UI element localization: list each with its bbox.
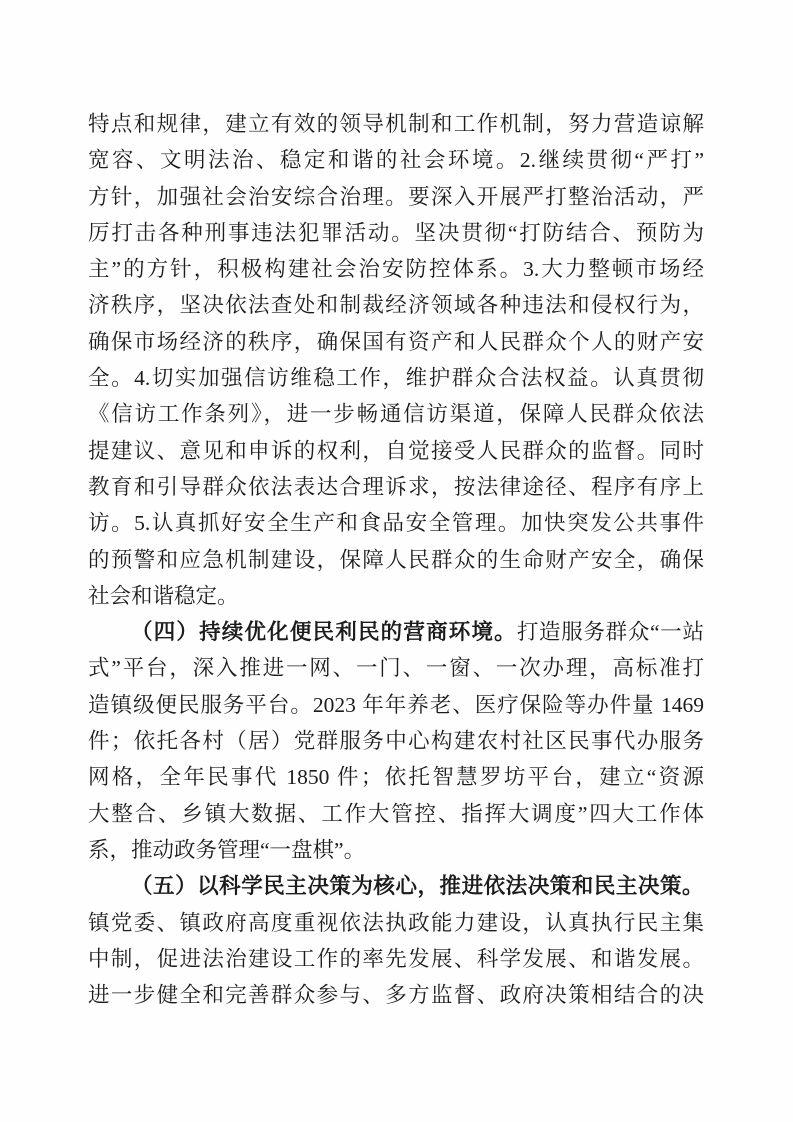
- text-line: [88, 868, 704, 904]
- text-line: [88, 179, 704, 215]
- text-line: [88, 396, 704, 432]
- body-text: 打造服务群众“一站: [516, 620, 704, 645]
- body-text: 访。5.认真抓好安全生产和食品安全管理。加快突发公共事件: [88, 511, 704, 536]
- text-line: [88, 614, 704, 650]
- body-text: 《信访工作条列》，进一步畅通信访渠道，保障人民群众依法: [88, 402, 704, 427]
- text-line: [88, 142, 704, 178]
- text-line: [88, 215, 704, 251]
- body-text: 社会和谐稳定。: [88, 583, 239, 608]
- text-line: [88, 977, 704, 1013]
- text-line: [88, 578, 704, 614]
- body-text: 特点和规律，建立有效的领导机制和工作机制，努力营造谅解: [88, 112, 704, 136]
- text-line: [88, 941, 704, 977]
- text-line: [88, 324, 704, 360]
- body-text: 教育和引导群众依法表达合理诉求，按法律途径、程序有序上: [88, 474, 704, 499]
- body-text: 式”平台，深入推进一网、一门、一窗、一次办理，高标准打: [88, 656, 704, 681]
- section-heading-text: （五）以科学民主决策为核心，推进依法决策和民主决策。: [131, 874, 704, 899]
- body-text: 确保市场经济的秩序，确保国有资产和人民群众个人的财产安: [88, 329, 704, 354]
- body-text: 提建议、意见和申诉的权利，自觉接受人民群众的监督。同时: [88, 438, 704, 463]
- body-text: 造镇级便民服务平台。2023 年年养老、医疗保险等办件量 1469: [88, 692, 704, 717]
- body-text: 系，推动政务管理“一盘棋”。: [88, 837, 366, 862]
- text-line: [88, 832, 704, 868]
- body-text: 大整合、乡镇大数据、工作大管控、指挥大调度”四大工作体: [88, 801, 704, 826]
- body-text: 进一步健全和完善群众参与、多方监督、政府决策相结合的决: [88, 983, 704, 1008]
- text-line: [88, 433, 704, 469]
- text-line: [88, 360, 704, 396]
- text-line: [88, 759, 704, 795]
- body-text: 宽容、文明法治、稳定和谐的社会环境。2.继续贯彻“严打”: [88, 148, 704, 173]
- section-heading-text: （四）持续优化便民利民的营商环境。: [131, 620, 517, 645]
- body-text: 的预警和应急机制建设，保障人民群众的生命财产安全，确保: [88, 547, 704, 572]
- text-line: [88, 251, 704, 287]
- text-line: [88, 687, 704, 723]
- body-text: 主”的方针，积极构建社会治安防控体系。3.大力整顿市场经: [88, 257, 704, 282]
- text-line: [88, 542, 704, 578]
- text-line: [88, 106, 704, 142]
- body-text: 厉打击各种刑事违法犯罪活动。坚决贯彻“打防结合、预防为: [88, 220, 704, 245]
- text-line: [88, 287, 704, 323]
- text-line: [88, 505, 704, 541]
- text-line: [88, 650, 704, 686]
- text-line: [88, 905, 704, 941]
- text-line: [88, 723, 704, 759]
- text-line: [88, 469, 704, 505]
- text-line: [88, 796, 704, 832]
- body-text: 网格，全年民事代 1850 件；依托智慧罗坊平台，建立“资源: [88, 765, 704, 790]
- body-text: 全。4.切实加强信访维稳工作，维护群众合法权益。认真贯彻: [88, 366, 704, 391]
- body-text: 方针，加强社会治安综合治理。要深入开展严打整治活动，严: [88, 184, 704, 209]
- document-text-block: [88, 106, 704, 1013]
- body-text: 件；依托各村（居）党群服务中心构建农村社区民事代办服务: [88, 729, 704, 754]
- body-text: 济秩序，坚决依法查处和制裁经济领域各种违法和侵权行为，: [88, 293, 704, 318]
- body-text: 镇党委、镇政府高度重视依法执政能力建设，认真执行民主集: [88, 910, 704, 935]
- body-text: 中制，促进法治建设工作的率先发展、科学发展、和谐发展。: [88, 946, 704, 971]
